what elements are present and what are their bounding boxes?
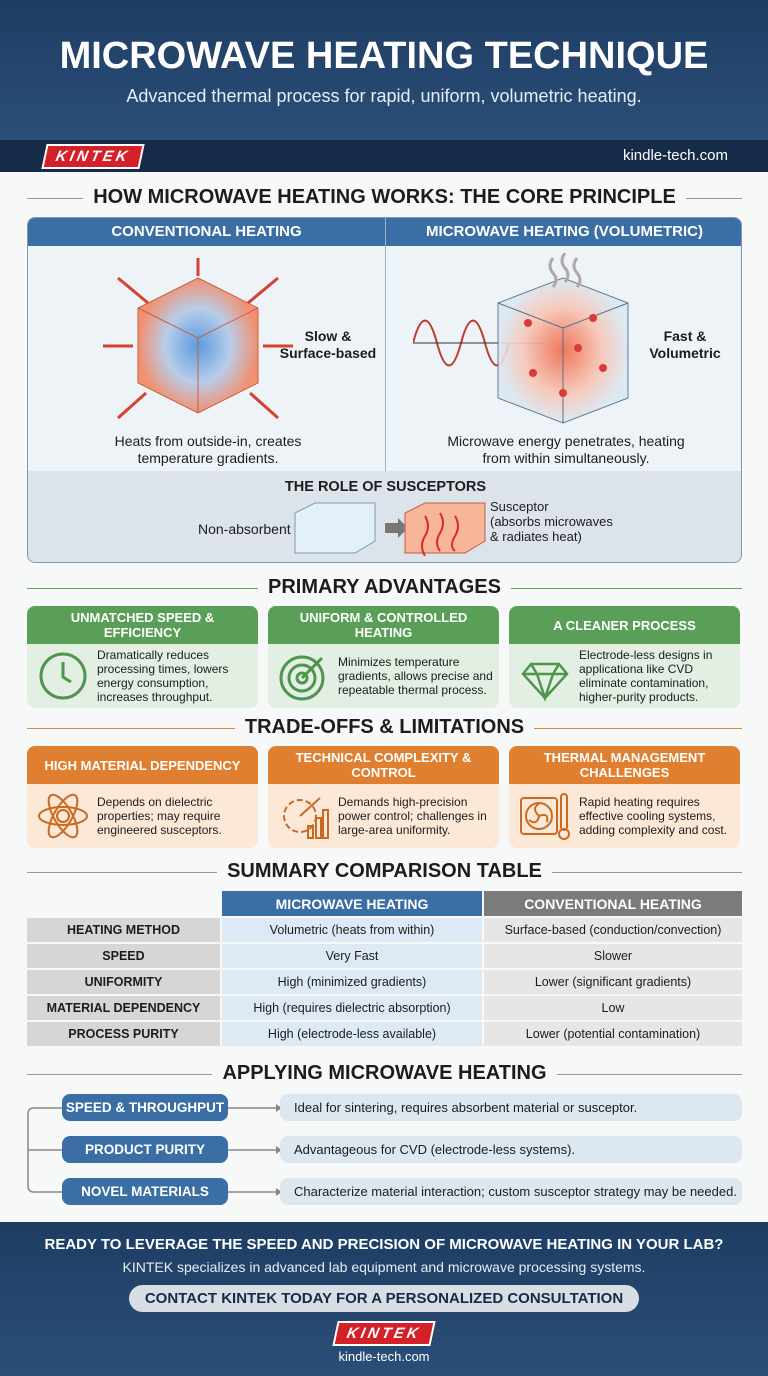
application-purity-text: Advantageous for CVD (electrode-less systems). <box>280 1136 742 1163</box>
conventional-caption: Heats from outside-in, creates temperature gradients. <box>114 433 302 466</box>
advantage-card-cleaner: A CLEANER PROCESS Electrode-less designs in applicationa like CVD eliminate contamination, higher-purity products. <box>509 606 740 708</box>
column-header-microwave: MICROWAVE HEATING <box>222 891 482 916</box>
susceptors-title: THE ROLE OF SUSCEPTORS <box>284 479 487 495</box>
table-row: SPEED Very Fast Slower <box>27 944 742 968</box>
section-title-applying: APPLYING MICROWAVE HEATING <box>27 1062 742 1085</box>
page-title: MICROWAVE HEATING TECHNIQUE <box>59 35 709 77</box>
footer-subtext: KINTEK specializes in advanced lab equipment and microwave processing systems. <box>122 1259 646 1275</box>
diamond-icon <box>519 650 571 702</box>
susceptor-label: Susceptor (absorbs microwaves & radiates heat) <box>490 499 613 544</box>
limitations-cards <box>27 746 740 848</box>
conventional-side-label: Slow & Surface-based <box>279 328 377 361</box>
header <box>0 0 768 140</box>
heated-cube-outside-in-icon <box>98 258 298 428</box>
section-title-core: HOW MICROWAVE HEATING WORKS: THE CORE PRINCIPLE <box>27 186 742 209</box>
susceptors-section <box>28 471 742 563</box>
application-novel-text: Characterize material interaction; custom susceptor strategy may be needed. <box>280 1178 742 1205</box>
footer-kintek-logo[interactable]: KINTEK <box>332 1321 435 1346</box>
table-row: HEATING METHOD Volumetric (heats from within) Surface-based (conduction/convection) <box>27 918 742 942</box>
footer <box>0 1222 768 1376</box>
conventional-heading: CONVENTIONAL HEATING <box>28 218 385 246</box>
brand-bar <box>0 140 768 172</box>
microwave-heading: MICROWAVE HEATING (VOLUMETRIC) <box>386 218 742 246</box>
contact-cta-button[interactable]: CONTACT KINTEK TODAY FOR A PERSONALIZED CONSULTATION <box>129 1285 639 1312</box>
kintek-logo[interactable]: KINTEK <box>41 144 144 169</box>
atom-icon <box>37 790 89 842</box>
clock-icon <box>37 650 89 702</box>
site-url[interactable]: kindle-tech.com <box>622 147 728 164</box>
section-title-limitations: TRADE-OFFS & LIMITATIONS <box>27 716 742 739</box>
limitation-card-material: HIGH MATERIAL DEPENDENCY Depends on dielectric properties; may require engineered susceptors. <box>27 746 258 848</box>
non-absorbent-label: Non-absorbent <box>198 521 291 537</box>
application-product-purity: PRODUCT PURITY <box>62 1136 228 1163</box>
footer-url[interactable]: kindle-tech.com <box>338 1349 430 1364</box>
table-row: UNIFORMITY High (minimized gradients) Lower (significant gradients) <box>27 970 742 994</box>
fan-thermometer-icon <box>519 790 571 842</box>
microwave-cube-volumetric-icon <box>413 253 643 433</box>
table-row: PROCESS PURITY High (electrode-less available) Lower (potential contamination) <box>27 1022 742 1046</box>
application-speed-text: Ideal for sintering, requires absorbent material or susceptor. <box>280 1094 742 1121</box>
section-title-table: SUMMARY COMPARISON TABLE <box>27 860 742 883</box>
target-icon <box>278 650 330 702</box>
page-subtitle: Advanced thermal process for rapid, uniform, volumetric heating. <box>126 86 642 106</box>
application-speed-throughput: SPEED & THROUGHPUT <box>62 1094 228 1121</box>
application-novel-materials: NOVEL MATERIALS <box>62 1178 228 1205</box>
section-title-advantages: PRIMARY ADVANTAGES <box>27 576 742 599</box>
comparison-table <box>25 889 744 1048</box>
microwave-caption: Microwave energy penetrates, heating from within simultaneously. <box>447 433 685 466</box>
susceptor-diagram-icon <box>290 501 490 556</box>
advantage-card-speed: UNMATCHED SPEED & EFFICIENCY Dramatically reduces processing times, lowers energy consumption, increases throughput. <box>27 606 258 708</box>
advantage-card-uniform: UNIFORM & CONTROLLED HEATING Minimizes temperature gradients, allows precise and repeatable thermal process. <box>268 606 499 708</box>
microwave-side-label: Fast & Volumetric <box>649 328 721 361</box>
core-principle-panel <box>27 217 742 563</box>
table-row: MATERIAL DEPENDENCY High (requires dielectric absorption) Low <box>27 996 742 1020</box>
column-header-conventional: CONVENTIONAL HEATING <box>484 891 742 916</box>
advantages-cards <box>27 606 740 708</box>
limitation-card-thermal: THERMAL MANAGEMENT CHALLENGES Rapid heating requires effective cooling systems, adding complexity and cost. <box>509 746 740 848</box>
limitation-card-complexity: TECHNICAL COMPLEXITY & CONTROL Demands high-precision power control; challenges in large-area uniformity. <box>268 746 499 848</box>
column-divider <box>385 218 386 471</box>
gear-chart-icon <box>278 790 330 842</box>
footer-headline: READY TO LEVERAGE THE SPEED AND PRECISION OF MICROWAVE HEATING IN YOUR LAB? <box>44 1236 724 1253</box>
